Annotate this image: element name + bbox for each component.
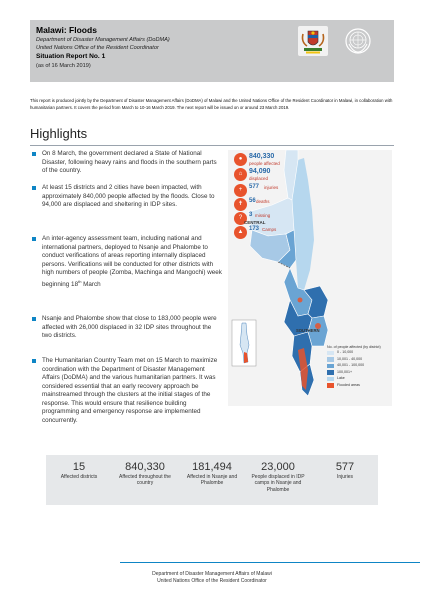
situation-report-number: Situation Report No. 1 (36, 53, 106, 60)
deaths-icon: ✝ (234, 198, 247, 211)
flooded-area (298, 298, 303, 303)
key-figure: 181,494 Affected in Nsanje and Phalombe (186, 461, 238, 487)
report-title: Malawi: Floods (36, 25, 97, 35)
bullet-icon (32, 152, 36, 156)
highlights-heading: Highlights (30, 126, 88, 141)
highlights-divider (30, 145, 394, 146)
intro-paragraph: This report is produced jointly by the Department of Disaster Management Affairs (DoDMA) of Malawi and the United Nations Office of the Resident Coordinator in Malawi, in collaboration with humanitarian partners. It covers the period from March to 10-16 March 2019. The next report will be issued on or around 23 March 2019. (30, 98, 393, 110)
un-emblem-logo (345, 28, 371, 54)
bullet-icon (32, 359, 36, 363)
key-figure: 840,330 Affected throughout the country (119, 461, 171, 487)
legend-item: 100,001+ (327, 369, 387, 376)
legend-title: No. of people affected (by district) (327, 345, 381, 349)
footer-line-2: United Nations Office of the Resident Coordinator (157, 578, 267, 584)
footer-line-1: Department of Disaster Management Affairs of Malawi (152, 571, 272, 577)
missing-icon: ? (234, 212, 247, 225)
key-figure: 577 Injuries (335, 461, 355, 480)
dept-line: Department of Disaster Management Affairs (DoDMA) (36, 37, 170, 43)
bullet-icon (32, 317, 36, 321)
key-figure: 15 Affected districts (60, 461, 98, 480)
inset-map (232, 320, 256, 366)
legend-item: 10,001 - 40,000 (327, 356, 387, 363)
report-date: (as of 16 March 2019) (36, 63, 91, 69)
bullet-icon (32, 237, 36, 241)
displaced-icon: ⌂ (234, 168, 247, 181)
malawi-coat-of-arms-logo (298, 26, 328, 56)
legend-item: Flooded areas (327, 382, 387, 389)
legend-item: 40,001 - 100,000 (327, 363, 387, 370)
key-figures-bar (46, 455, 378, 505)
map-legend (327, 345, 387, 389)
report-header (30, 20, 394, 82)
injuries-icon: + (234, 184, 247, 197)
camp-tent-icon: ▲ (234, 226, 247, 239)
legend-item: 0 - 10,000 (327, 350, 387, 357)
un-line: United Nations Office of the Resident Coordinator (36, 45, 159, 51)
footer-divider (120, 562, 420, 563)
region-label-central: CENTRAL (244, 220, 266, 225)
legend-item: Lake (327, 376, 387, 383)
key-figure: 23,000 People displaced in IDP camps in Nsanje and Phalombe (251, 461, 305, 493)
people-icon: ● (234, 153, 247, 166)
bullet-icon (32, 186, 36, 190)
region-label-southern: SOUTHERN (296, 328, 320, 333)
